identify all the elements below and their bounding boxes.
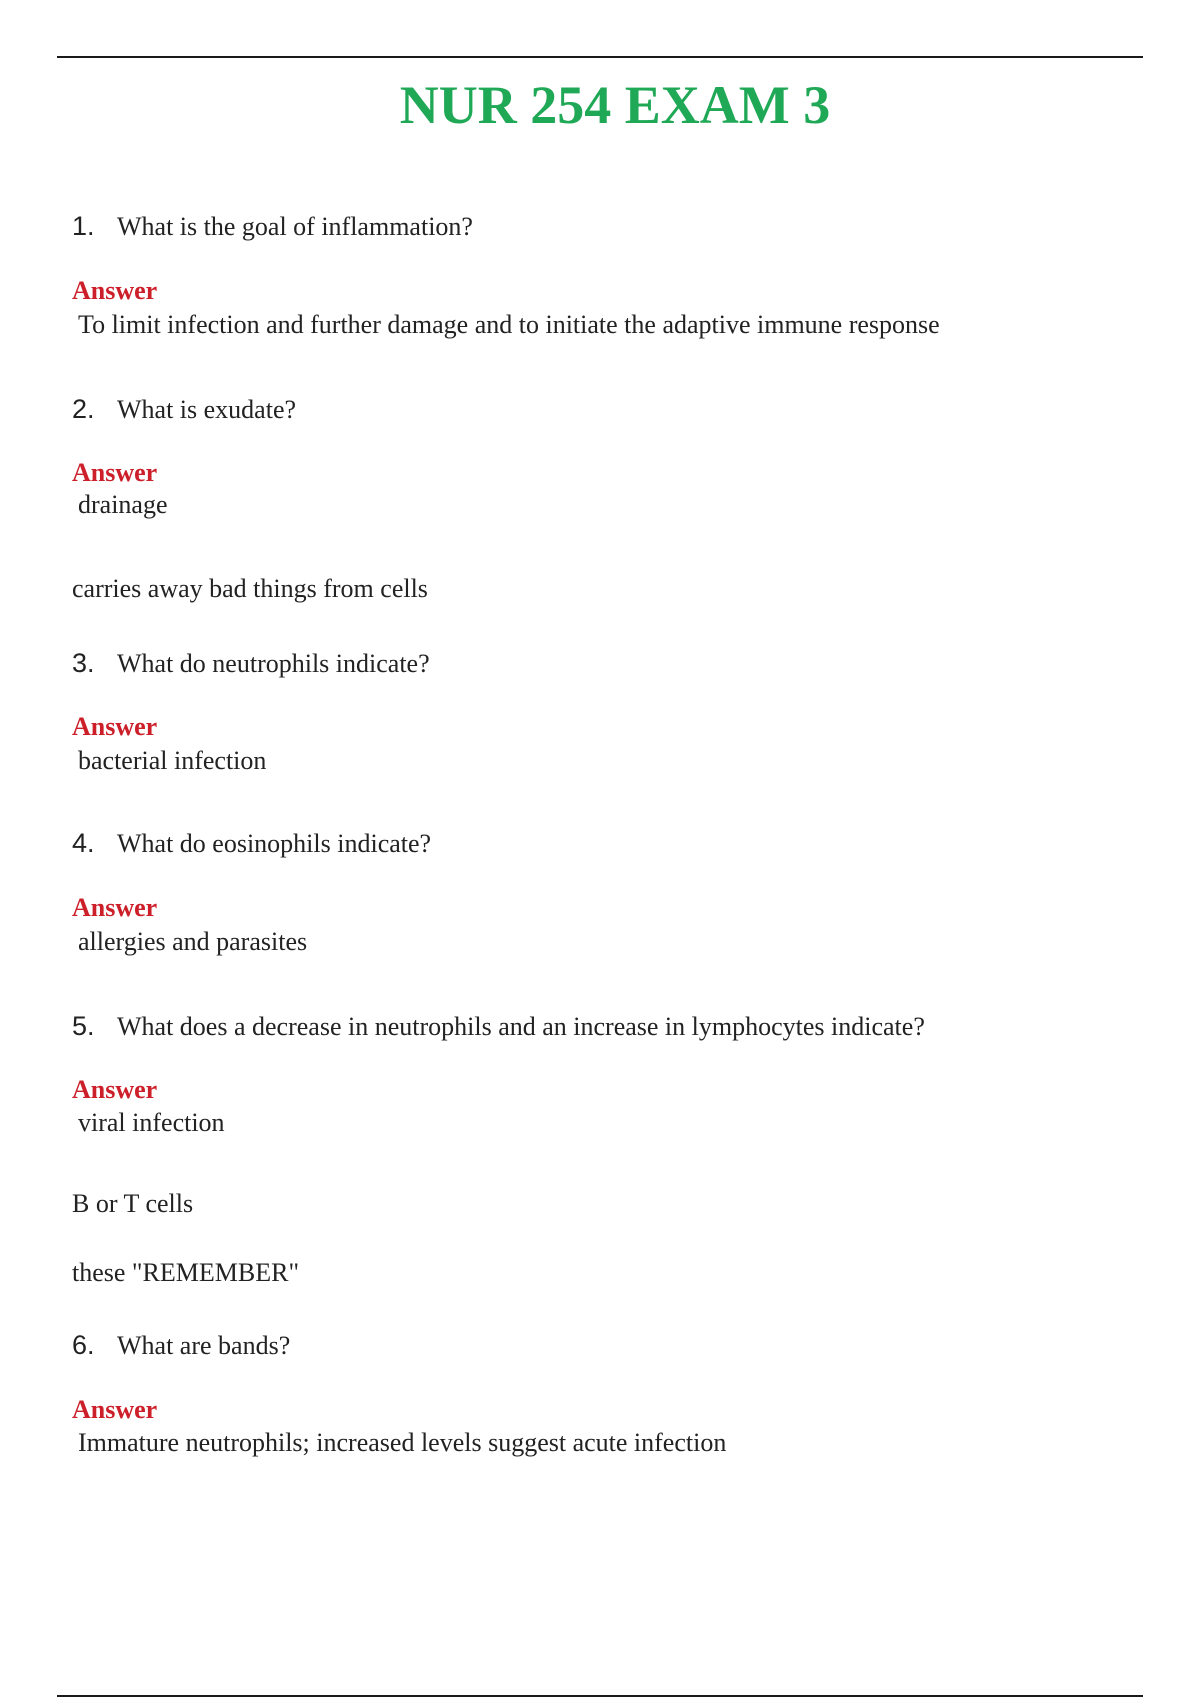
answer-text: Immature neutrophils; increased levels suggest acute infection: [78, 1428, 727, 1457]
question-2: [72, 391, 296, 428]
question-number: 6.: [72, 1330, 95, 1360]
answer-text: viral infection: [78, 1108, 225, 1137]
question-text: What do eosinophils indicate?: [117, 829, 432, 858]
question-5: [72, 1008, 925, 1045]
question-6: [72, 1327, 290, 1364]
question-text: What is exudate?: [117, 395, 297, 424]
answer-label: Answer: [72, 893, 158, 922]
question-number: 2.: [72, 394, 95, 424]
question-number: 5.: [72, 1011, 95, 1041]
answer-label: Answer: [72, 1075, 158, 1104]
question-text: What does a decrease in neutrophils and an increase in lymphocytes indicate?: [117, 1012, 925, 1041]
answer-text: drainage: [78, 490, 168, 519]
question-number: 3.: [72, 648, 95, 678]
question-text: What are bands?: [117, 1331, 291, 1360]
answer-note: carries away bad things from cells: [72, 574, 428, 603]
top-rule: [57, 56, 1143, 58]
answer-label: Answer: [72, 1395, 158, 1424]
answer-label: Answer: [72, 458, 158, 487]
question-number: 4.: [72, 828, 95, 858]
answer-note: these "REMEMBER": [72, 1258, 300, 1287]
answer-text: bacterial infection: [78, 746, 267, 775]
question-4: [72, 825, 431, 862]
question-number: 1.: [72, 211, 95, 241]
answer-label: Answer: [72, 276, 158, 305]
question-3: [72, 645, 430, 682]
answer-text: allergies and parasites: [78, 927, 308, 956]
answer-text: To limit infection and further damage and to initiate the adaptive immune response: [78, 310, 940, 339]
document-title: NUR 254 EXAM 3: [399, 75, 831, 135]
question-text: What do neutrophils indicate?: [117, 649, 430, 678]
question-text: What is the goal of inflammation?: [117, 212, 473, 241]
bottom-rule: [57, 1695, 1143, 1697]
answer-note: B or T cells: [72, 1189, 194, 1218]
answer-label: Answer: [72, 712, 158, 741]
question-1: [72, 208, 473, 245]
